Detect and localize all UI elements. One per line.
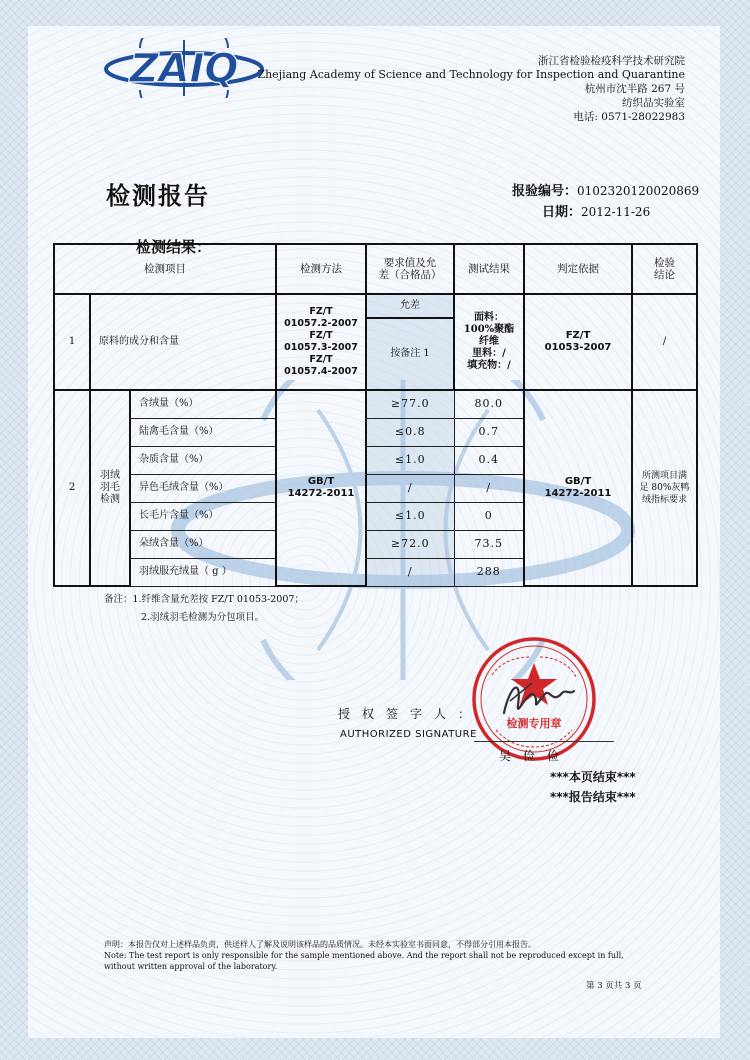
subitem-result: 0 — [454, 502, 524, 530]
row1-method — [276, 294, 366, 390]
row1-verdict: / — [632, 294, 697, 390]
subitem-result: 80.0 — [454, 390, 524, 418]
subitem-requirement: ≤0.8 — [366, 418, 454, 446]
header-req-line2: 差（合格品） — [378, 269, 442, 281]
row2-group-line: 羽毛 — [100, 482, 120, 493]
row1-no: 1 — [54, 294, 90, 390]
subitem-result: 0.7 — [454, 418, 524, 446]
row1-result — [454, 294, 524, 390]
row2-group-line: 检测 — [100, 494, 120, 505]
row1-req-tolerance: 允差 — [366, 294, 454, 318]
row1-method-line: FZ/T — [309, 330, 333, 341]
subitem-name: 陆禽毛含量（%） — [130, 418, 276, 446]
row1-result-line: 面料： — [474, 312, 504, 323]
disclaimer — [104, 939, 644, 972]
row1-method-line: FZ/T — [309, 306, 333, 317]
header-method: 检测方法 — [276, 244, 366, 294]
page-number: 第 3 页共 3 页 — [586, 981, 642, 991]
row2-verdict-line: 所测项目满 — [641, 471, 687, 481]
results-heading: 检测结果： — [136, 238, 212, 256]
subitem-name: 杂质含量（%） — [130, 446, 276, 474]
notes — [104, 591, 304, 627]
report-date-label: 日期： — [542, 205, 582, 220]
header-basis: 判定依据 — [524, 244, 632, 294]
row1-basis-line: FZ/T — [565, 330, 591, 341]
subitem-requirement: ≥72.0 — [366, 530, 454, 558]
results-table — [53, 243, 698, 587]
table-row — [54, 390, 697, 418]
subitem-requirement: ≤1.0 — [366, 502, 454, 530]
end-of-report-mark: ***报告结束*** — [550, 790, 636, 804]
row2-method-line: GB/T — [307, 476, 335, 487]
subitem-name: 长毛片含量（%） — [130, 502, 276, 530]
row2-group — [90, 390, 130, 586]
header-verdict-line1: 检验 — [654, 257, 675, 269]
seal-center-text: 检测专用章 — [506, 717, 562, 730]
inspection-seal-stamp — [470, 635, 598, 763]
header-result: 测试结果 — [454, 244, 524, 294]
row1-basis-line: 01053-2007 — [544, 342, 612, 353]
report-number — [512, 180, 699, 199]
report-title: 检测报告 — [106, 182, 210, 210]
org-address: 杭州市沈半路 267 号 — [584, 83, 685, 95]
row1-method-line: 01057.2-2007 — [284, 318, 358, 329]
table-header-row — [54, 244, 697, 294]
table-row — [54, 294, 697, 318]
org-phone: 电话: 0571-28022983 — [573, 111, 685, 123]
row1-req-note: 按备注 1 — [366, 318, 454, 390]
header-verdict — [632, 244, 697, 294]
subitem-requirement: / — [366, 558, 454, 586]
org-name-en: Zhejiang Academy of Science and Technology for Inspection and Quarantine — [257, 68, 685, 81]
row2-basis-line: GB/T — [564, 476, 592, 487]
logo-text: ZAIQ — [129, 46, 239, 92]
org-lab: 纺织品实验室 — [622, 97, 685, 109]
subitem-requirement: / — [366, 474, 454, 502]
row1-item: 原料的成分和含量 — [90, 294, 276, 390]
note-1: 备注：1.纤维含量允差按 FZ/T 01053-2007； — [104, 594, 304, 605]
report-number-value: 0102320120020869 — [577, 184, 700, 198]
header-requirement — [366, 244, 454, 294]
subitem-name: 朵绒含量（%） — [130, 530, 276, 558]
organization-info — [257, 54, 685, 124]
row2-verdict-line: 足 80%灰鸭 — [639, 483, 690, 493]
row1-result-line: 里料：/ — [472, 348, 506, 359]
subitem-requirement: ≥77.0 — [366, 390, 454, 418]
report-date-value: 2012-11-26 — [581, 205, 651, 219]
row1-method-line: 01057.4-2007 — [284, 366, 358, 377]
subitem-name: 异色毛绒含量（%） — [130, 474, 276, 502]
row1-method-line: FZ/T — [309, 354, 333, 365]
row2-group-line: 羽绒 — [100, 470, 120, 481]
row2-method-line: 14272-2011 — [287, 488, 355, 499]
row1-result-line: 纤维 — [479, 336, 499, 347]
zaiq-logo — [100, 38, 268, 98]
row2-verdict — [632, 390, 697, 586]
subitem-result: 288 — [454, 558, 524, 586]
subitem-name: 含绒量（%） — [130, 390, 276, 418]
row2-no: 2 — [54, 390, 90, 586]
row1-result-line: 填充物：/ — [467, 360, 511, 371]
row1-result-line: 100%聚酯 — [463, 324, 515, 335]
subitem-requirement: ≤1.0 — [366, 446, 454, 474]
header-req-line1: 要求值及允 — [383, 257, 437, 269]
row2-verdict-line: 绒指标要求 — [641, 495, 687, 505]
authorized-signature-label-en: AUTHORIZED SIGNATURE — [340, 729, 477, 740]
org-name-cn: 浙江省检验检疫科学技术研究院 — [538, 55, 685, 67]
subitem-result: / — [454, 474, 524, 502]
disclaimer-cn: 声明：本报告仅对上述样品负责，供送样人了解及说明该样品的品质情况。未经本实验室书面同意，不得部分引用本报告。 — [104, 940, 536, 949]
subitem-result: 0.4 — [454, 446, 524, 474]
report-number-label: 报验编号： — [512, 184, 578, 199]
disclaimer-en: Note: The test report is only responsible for the sample mentioned above. And the report shall not be reproduced except in full, without written approval of the laboratory. — [104, 951, 624, 971]
row2-basis — [524, 390, 632, 586]
row1-method-line: 01057.3-2007 — [284, 342, 358, 353]
subitem-name: 羽绒服充绒量（ g ） — [130, 558, 276, 586]
header-verdict-line2: 结论 — [654, 269, 675, 281]
note-2: 2.羽绒羽毛检测为分包项目。 — [141, 612, 265, 623]
signature-line — [474, 741, 614, 742]
header-item: 检测项目 — [54, 244, 276, 294]
end-of-page-mark: ***本页结束*** — [550, 770, 636, 784]
report-date — [542, 201, 650, 220]
authorized-signature-label-cn: 授权签字人： — [338, 707, 483, 721]
row2-method — [276, 390, 366, 586]
subitem-result: 73.5 — [454, 530, 524, 558]
signer-name: 吴俭俭 — [499, 749, 572, 763]
row2-basis-line: 14272-2011 — [544, 488, 612, 499]
row1-basis — [524, 294, 632, 390]
